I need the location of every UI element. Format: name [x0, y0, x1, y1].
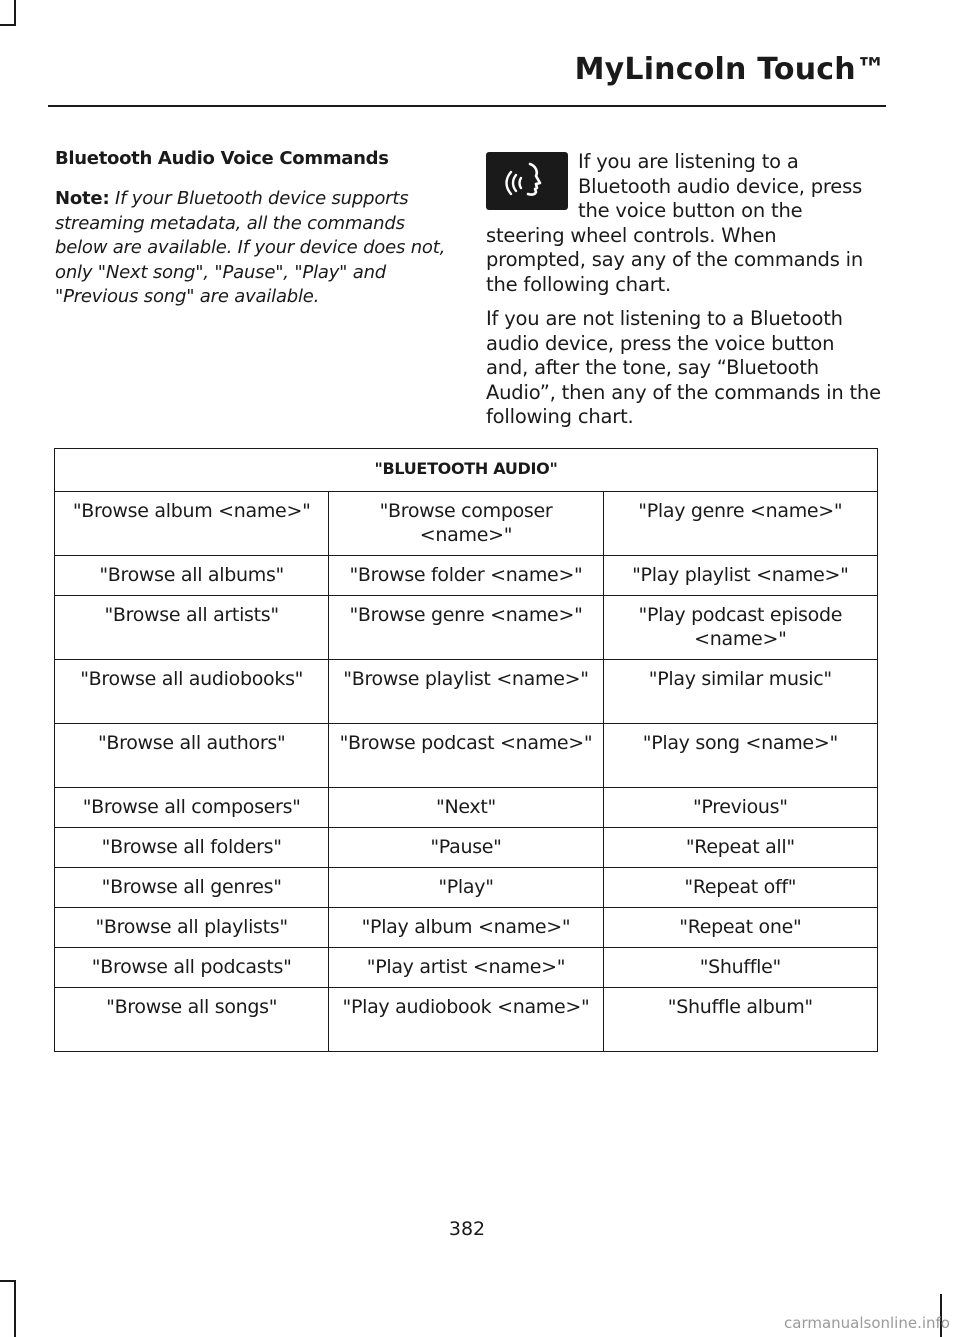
table-row [55, 596, 878, 660]
table-cell: "Browse all podcasts" [55, 948, 329, 988]
watermark: carmanualsonline.info [784, 1314, 950, 1332]
note-paragraph [55, 187, 450, 310]
note-label: Note: [55, 188, 110, 209]
table-row [55, 868, 878, 908]
table-cell: "Pause" [329, 828, 603, 868]
table-cell: "Play genre <name>" [603, 492, 877, 556]
table-cell: "Browse all audiobooks" [55, 660, 329, 724]
table-row [55, 492, 878, 556]
voice-button-icon [486, 152, 568, 210]
table-cell: "Browse composer <name>" [329, 492, 603, 556]
crop-mark [0, 1280, 16, 1282]
table-cell: "Browse all artists" [55, 596, 329, 660]
table-cell: "Repeat off" [603, 868, 877, 908]
table-cell: "Browse folder <name>" [329, 556, 603, 596]
right-column [486, 150, 881, 440]
paragraph-not-listening: If you are not listening to a Bluetooth audio device, press the voice button and, after the tone, say “Bluetooth Audio”, then any of the commands in the following chart. [486, 307, 881, 428]
table-cell: "Browse album <name>" [55, 492, 329, 556]
table-row [55, 828, 878, 868]
note-text: If your Bluetooth device supports streaming metadata, all the commands below are available. If your device does not, only "Next song", "Pause", "Play" and "Previous song" are available. [55, 188, 446, 307]
table-cell: "Play podcast episode <name>" [603, 596, 877, 660]
table-cell: "Browse all authors" [55, 724, 329, 788]
table-cell: "Shuffle" [603, 948, 877, 988]
table-cell: "Play" [329, 868, 603, 908]
table-cell: "Repeat one" [603, 908, 877, 948]
table-cell: "Browse all composers" [55, 788, 329, 828]
table-cell: "Browse genre <name>" [329, 596, 603, 660]
table-cell: "Browse all songs" [55, 988, 329, 1052]
table-heading: "BLUETOOTH AUDIO" [55, 449, 878, 492]
table-cell: "Browse all albums" [55, 556, 329, 596]
table-cell: "Previous" [603, 788, 877, 828]
table-cell: "Browse all genres" [55, 868, 329, 908]
table-cell: "Browse podcast <name>" [329, 724, 603, 788]
table-cell: "Next" [329, 788, 603, 828]
table-row [55, 660, 878, 724]
table-row [55, 788, 878, 828]
crop-mark [14, 1280, 16, 1337]
paragraph-listening: If you are listening to a Bluetooth audio device, press the voice button on the steering wheel controls. When prompted, say any of the commands in the following chart. [486, 150, 864, 296]
table-row [55, 988, 878, 1052]
page-header-title: MyLincoln Touch™ [574, 52, 886, 87]
table-row [55, 556, 878, 596]
table-cell: "Play artist <name>" [329, 948, 603, 988]
table-row [55, 948, 878, 988]
table-cell: "Browse playlist <name>" [329, 660, 603, 724]
header-rule [48, 105, 886, 107]
table-cell: "Play song <name>" [603, 724, 877, 788]
table-cell: "Play audiobook <name>" [329, 988, 603, 1052]
table-cell: "Play album <name>" [329, 908, 603, 948]
table-row [55, 908, 878, 948]
table-cell: "Play similar music" [603, 660, 877, 724]
crop-mark [14, 0, 16, 26]
table-cell: "Shuffle album" [603, 988, 877, 1052]
table-cell: "Repeat all" [603, 828, 877, 868]
table-cell: "Play playlist <name>" [603, 556, 877, 596]
section-title: Bluetooth Audio Voice Commands [55, 148, 389, 169]
table-row [55, 724, 878, 788]
page-number: 382 [448, 1218, 486, 1240]
table-cell: "Browse all playlists" [55, 908, 329, 948]
voice-command-table [54, 448, 878, 1052]
crop-mark [0, 24, 16, 26]
table-cell: "Browse all folders" [55, 828, 329, 868]
left-column [55, 148, 450, 310]
